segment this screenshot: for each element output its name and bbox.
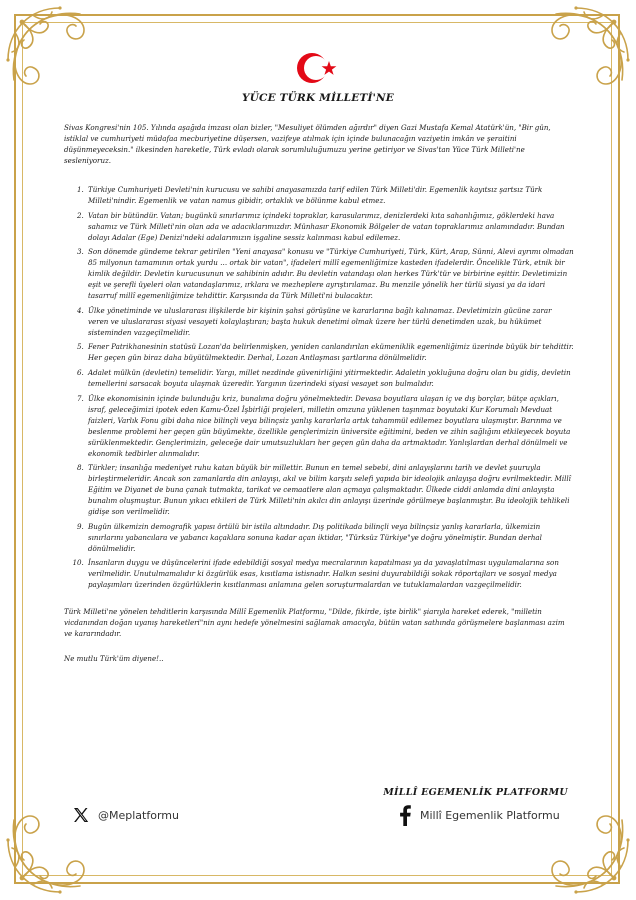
twitter-handle: @Meplatformu	[98, 808, 179, 822]
closing-motto: Ne mutlu Türk'üm diyene!..	[64, 654, 164, 664]
corner-ornament-top-right	[544, 0, 636, 92]
closing-paragraph: Türk Milleti'ne yönelen tehditlerin karşısında Millî Egemenlik Platformu, "Dilde, fikirde, işte birlik" şiarıyla hareket ederek, "milletin vicdanından doğan uyanış hareketleri"nin aynı hedefe yönelmesini sağlamak amacıyla, bütün vatan sathında görüşmelere başlanması azim ve kararındadır.	[64, 607, 565, 639]
signature: MİLLÎ EGEMENLİK PLATFORMU	[383, 787, 568, 798]
twitter-link[interactable]	[72, 805, 179, 825]
facebook-page-name: Millî Egemenlik Platformu	[420, 808, 560, 822]
list-item: 7. Ülke ekonomisinin içinde bulunduğu kriz, bunalıma doğru yönelmektedir. Devasa boyutlara ulaşan iç ve dış borçlar, bütçe açıkları, israf, geleceğimizi ipotek eden Kamu-Özel İşbirliği projeleri, milletin omzuna yüklenen taşınmaz boyutaki Kur Korumalı Mevduat faizleri, Varlık Fonu gibi daha nice bilinçli veya bilinçsiz yanlış kararlarla artık tahammül edilemez boyutlara ulaşmıştır. Barınma ve beslenme problemi her geçen gün büyümekte, özellikle gençlerimizin üniversite eğitimini, beden ve zihin sağlığını etkileyecek boyuta sürüklenmektedir. Gençlerimizin, geleceğe dair umutsuzlukları her geçen gün daha da artmaktadır. Yanlışlardan derhal dönülmeli ve ekonomik tedbirler alınmalıdır.	[86, 393, 574, 459]
list-item: 4. Ülke yönetiminde ve uluslararası ilişkilerde bir kişinin şahsi görüşüne ve kararlarına bağlı kalınamaz. Devletimizin gücüne zarar veren ve uluslararası siyasi vesayeti kolaylaştıran; başta hukuk denetimi olmak üzere her türlü denetimden uzak, bu hükümet sisteminden vazgeçilmelidir.	[86, 305, 574, 338]
facebook-logo-icon	[398, 804, 412, 826]
list-item: 10. İnsanların duygu ve düşüncelerini ifade edebildiği sosyal medya mecralarının kapatılması ya da yavaşlatılması uygulamalarına son verilmelidir. Unutulmamalıdır ki özgürlük esas, kısıtlama istisnadır. Halkın sesini duyurabildiği sokak röportajları ve sosyal medya paylaşımları üzerinden özgürlüklerin kısıtlanması anlamına gelen soruşturmalardan ve tutuklamalardan vazgeçilmelidir.	[86, 557, 574, 590]
corner-ornament-top-left	[0, 0, 92, 92]
list-item: 8. Türkler; insanlığa medeniyet ruhu katan büyük bir millettir. Bunun en temel sebebi, dini anlayışlarını tarih ve devlet şuuruyla birleştirmeleridir. Ancak son zamanlarda din anlayışı, akıl ve bilim karşıtı selefi yapıda bir ideolojik anlayışa doğru evrilmektedir. Millî Eğitim ve Diyanet de buna çanak tutmakta, tarikat ve cemaatlere alan açmaya çalışmaktadır. Ülkede ciddi anlamda dini anlayışta bunalım oluşmuştur. Bunun yıkıcı etkileri de Türk Milleti'nin akılcı din anlayışı üzerinde görülmeye başlanmıştır. Bu ideolojik tehlikeli gidişe son verilmelidir.	[86, 462, 574, 517]
demands-list	[64, 184, 574, 590]
list-item: 1. Türkiye Cumhuriyeti Devleti'nin kurucusu ve sahibi anayasamızda tarif edilen Türk Milleti'dir. Egemenlik kayıtsız şartsız Türk Milleti'nindir. Egemenlik ve vatan namus gibidir, ortaklık ve bölünme kabul etmez.	[86, 184, 574, 206]
intro-paragraph: Sivas Kongresi'nin 105. Yılında aşağıda imzası olan bizler, "Mesuliyet ölümden ağırdır" diyen Gazi Mustafa Kemal Atatürk'ün, "Bir gün, istiklal ve cumhuriyeti müdafaa mecburiyetine düşersen, vazifeye atılmak için içinde bulunacağın vaziyetin imkân ve şeraitini düşünmeyeceksin." ilkesinden hareketle, Türk evladı olarak sorumluluğumuzu yerine getiriyor ve Sivas'tan Yüce Türk Milleti'ne sesleniyoruz.	[64, 123, 551, 165]
list-item: 9. Bugün ülkemizin demografik yapısı örtülü bir istila altındadır. Dış politikada bilinçli veya bilinçsiz yanlış kararlarla, ülkemizin sınırlarını yabancılara ve yabancı kaçaklara sonuna kadar açan iktidar, "Türksüz Türkiye"ye doğru yönelmiştir. Bundan derhal dönülmelidir.	[86, 521, 574, 554]
letter-body	[64, 122, 574, 664]
crescent-star-icon	[296, 50, 340, 86]
list-item: 5. Fener Patrikhanesinin statüsü Lozan'da belirlenmişken, yeniden canlandırılan ekümeniklik egemenliğimiz üzerinde büyük bir tehdittir. Her geçen gün biraz daha büyütülmektedir. Derhal, Lozan Antlaşması şartlarına dönülmelidir.	[86, 341, 574, 363]
list-item: 2. Vatan bir bütündür. Vatan; bugünkü sınırlarımız içindeki topraklar, karasularımız, denizlerdeki kıta sahanlığımız, göklerdeki hava sahamız ve Türk Milleti'nin olan ada ve adacıklarımızdır. Münhasır Ekonomik Bölgeler de vatan topraklarımız anlamındadır. Bundan dolayı Adalar (Ege) Denizi'ndeki adalarımızın işgaline sessiz kalınması kabul edilemez.	[86, 210, 574, 243]
facebook-link[interactable]	[398, 805, 560, 825]
x-logo-icon	[72, 806, 90, 824]
page-title: YÜCE TÜRK MİLLETİ'NE	[242, 92, 394, 104]
list-item: 6. Adalet mülkün (devletin) temelidir. Yargı, millet nezdinde güvenirliğini yitirmektedir. Adaletin yokluğuna doğru olan bu gidiş, devletin temellerini sarsacak boyuta ulaşmak üzeredir. Yargının üzerindeki siyasi vesayet son bulmalıdır.	[86, 367, 574, 389]
list-item: 3. Son dönemde gündeme tekrar getirilen "Yeni anayasa" konusu ve "Türkiye Cumhuriyeti, Türk, Kürt, Arap, Sünni, Alevi ayrımı olmadan 85 milyonun tamamının ortak yurdu … ortak bir vatan", ifadeleri millî egemenliğimize kasteden ifadelerdir. Öncelikle Türk, etnik bir kimlik değildir. Devletin kurucusunun ve sahibinin adıdır. Bu devletin vatandaşı olan herkes Türk'tür ve birbirine eşittir. Devletimizin eşit ve şerefli üyeleri olan vatandaşlarımız, ırklara ve mezheplere ayrıştırılamaz. Bu menzile yönelik her türlü siyasi ya da idari tasarruf millî egemenliğimize tehdittir. Karşısında da Türk Milleti'ni bulacaktır.	[86, 246, 574, 301]
